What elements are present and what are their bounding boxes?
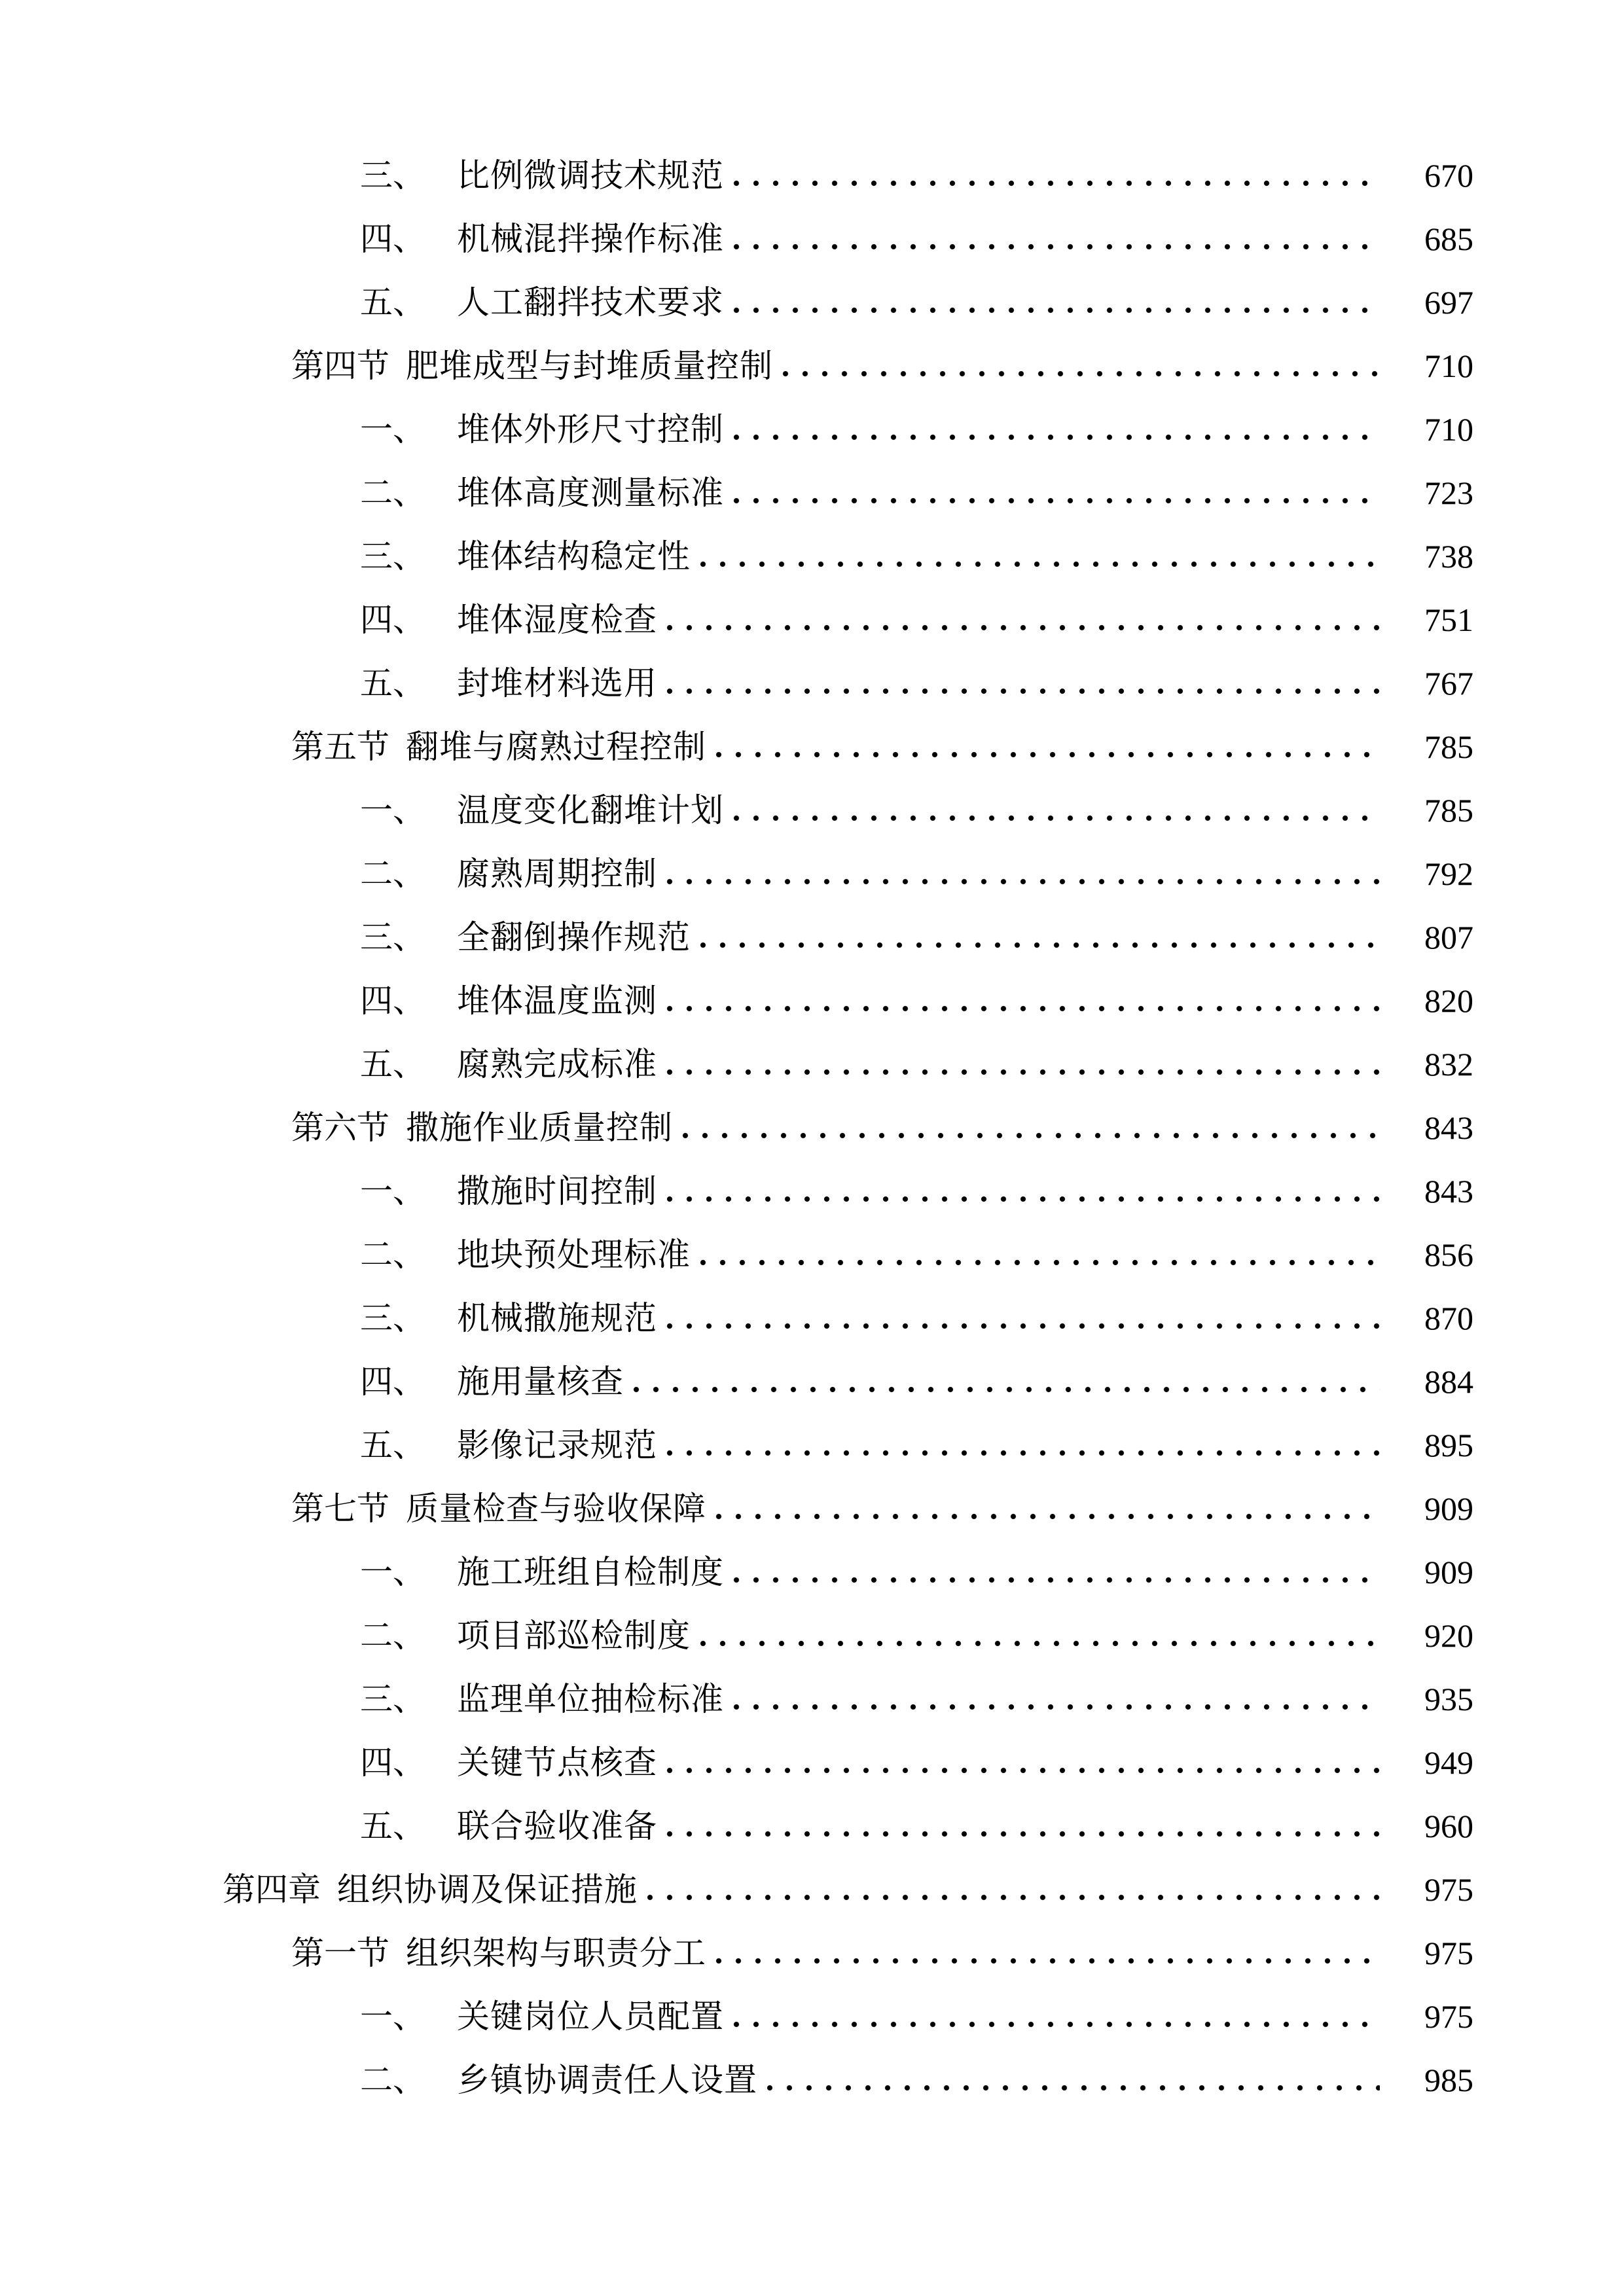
toc-entry [0,588,1624,652]
toc-entry-number: 第一节 [291,1935,389,1971]
toc-entry [0,1795,1624,1858]
toc-entry-number: 四、 [360,1744,425,1781]
toc-entry-number: 五、 [360,1808,425,1844]
toc-entry-page: 670 [1424,157,1473,194]
dot-leader [666,1004,1380,1012]
dot-leader [733,306,1380,314]
toc-entry-title: 关键岗位人员配置 [457,1998,724,2035]
toc-entry-number: 四、 [360,601,425,638]
toc-entry-title: 全翻倒操作规范 [457,919,691,956]
toc-entry-title: 肥堆成型与封堆质量控制 [406,348,773,384]
toc-entry-title: 机械混拌操作标准 [457,221,724,257]
toc-entry-page: 807 [1424,919,1473,956]
toc-entry-page: 751 [1424,601,1473,638]
dot-leader [666,687,1380,694]
dot-leader [733,1575,1380,1583]
toc-entry [0,1350,1624,1414]
dot-leader [666,877,1380,885]
toc-entry-page: 975 [1424,1871,1473,1908]
toc-entry-page: 949 [1424,1744,1473,1781]
dot-leader [715,1956,1380,1964]
dot-leader [666,1448,1380,1456]
toc-entry-title: 施工班组自检制度 [457,1554,724,1590]
dot-leader [700,1639,1380,1647]
toc-entry-number: 三、 [360,538,425,575]
toc-entry-number: 二、 [360,1236,425,1273]
toc-entry [0,842,1624,906]
toc-entry-page: 723 [1424,475,1473,511]
dot-leader [733,1702,1380,1710]
dot-leader [733,496,1380,504]
toc-entry-page: 843 [1424,1109,1473,1146]
dot-leader [733,2020,1380,2028]
toc-entry-page: 856 [1424,1236,1473,1273]
toc-entry-page: 935 [1424,1681,1473,1717]
toc-entry-page: 920 [1424,1617,1473,1654]
dot-leader [700,941,1380,948]
dot-leader [682,1131,1380,1139]
toc-entry [0,779,1624,842]
toc-entry-title: 堆体结构稳定性 [457,538,691,575]
toc-entry-number: 二、 [360,1617,425,1654]
toc-entry-title: 撒施时间控制 [457,1173,657,1210]
dot-leader [666,623,1380,631]
toc-entry-title: 联合验收准备 [457,1808,657,1844]
dot-leader [633,1385,1380,1393]
toc-entry-title: 质量检查与验收保障 [406,1490,706,1527]
dot-leader [715,750,1380,758]
toc-entry-title: 影像记录规范 [457,1427,657,1463]
toc-entry-number: 五、 [360,1046,425,1083]
toc-entry-page: 909 [1424,1554,1473,1590]
toc-entry-number: 一、 [360,1173,425,1210]
toc-entry-number: 四、 [360,982,425,1019]
table-of-contents [0,144,1624,2112]
dot-leader [647,1893,1380,1901]
toc-entry-number: 一、 [360,792,425,829]
toc-entry [0,1668,1624,1731]
toc-entry-title: 地块预处理标准 [457,1236,691,1273]
toc-entry-page: 975 [1424,1935,1473,1971]
toc-entry-number: 第七节 [291,1490,389,1527]
toc-entry-number: 三、 [360,1681,425,1717]
dot-leader [782,369,1380,377]
toc-entry [0,398,1624,461]
toc-entry [0,461,1624,525]
toc-entry [0,969,1624,1033]
toc-entry [0,1985,1624,2049]
toc-entry-page: 960 [1424,1808,1473,1844]
dot-leader [666,1829,1380,1837]
dot-leader [733,814,1380,821]
toc-entry-title: 施用量核查 [457,1363,624,1400]
toc-entry-page: 785 [1424,792,1473,829]
toc-entry-title: 乡镇协调责任人设置 [457,2062,757,2098]
toc-entry [0,1033,1624,1096]
toc-entry-page: 975 [1424,1998,1473,2035]
toc-entry [0,1731,1624,1795]
toc-entry [0,1477,1624,1541]
toc-entry-title: 堆体温度监测 [457,982,657,1019]
dot-leader [733,242,1380,250]
toc-entry [0,1287,1624,1350]
toc-entry [0,906,1624,969]
toc-entry-number: 二、 [360,2062,425,2098]
dot-leader [666,1194,1380,1202]
toc-entry-title: 腐熟完成标准 [457,1046,657,1083]
toc-entry-number: 三、 [360,919,425,956]
toc-entry-title: 组织架构与职责分工 [406,1935,706,1971]
toc-entry-title: 堆体外形尺寸控制 [457,411,724,448]
toc-entry-title: 翻堆与腐熟过程控制 [406,728,706,765]
toc-entry [0,207,1624,271]
toc-entry-number: 三、 [360,1300,425,1336]
toc-entry-number: 一、 [360,1998,425,2035]
toc-entry-page: 820 [1424,982,1473,1019]
toc-entry-number: 四、 [360,221,425,257]
toc-entry [0,525,1624,588]
dot-leader [666,1067,1380,1075]
toc-entry-title: 组织协调及保证措施 [337,1871,638,1908]
toc-entry-number: 一、 [360,411,425,448]
toc-entry-number: 第五节 [291,728,389,765]
toc-entry [0,1922,1624,1985]
toc-entry-title: 关键节点核查 [457,1744,657,1781]
toc-entry-title: 堆体高度测量标准 [457,475,724,511]
toc-entry-title: 温度变化翻堆计划 [457,792,724,829]
toc-entry-page: 832 [1424,1046,1473,1083]
toc-entry [0,144,1624,207]
toc-entry-number: 一、 [360,1554,425,1590]
toc-entry-page: 710 [1424,411,1473,448]
toc-entry-title: 监理单位抽检标准 [457,1681,724,1717]
toc-entry [0,1604,1624,1668]
toc-entry-title: 堆体湿度检查 [457,601,657,638]
toc-entry [0,1541,1624,1604]
toc-entry [0,1096,1624,1160]
toc-entry-page: 738 [1424,538,1473,575]
toc-entry [0,2049,1624,2112]
toc-entry-page: 767 [1424,665,1473,702]
toc-entry [0,271,1624,334]
toc-entry-number: 五、 [360,284,425,321]
toc-entry-page: 884 [1424,1363,1473,1400]
toc-entry-page: 870 [1424,1300,1473,1336]
toc-entry-page: 697 [1424,284,1473,321]
toc-entry-title: 比例微调技术规范 [457,157,724,194]
toc-entry-title: 项目部巡检制度 [457,1617,691,1654]
toc-entry [0,715,1624,779]
toc-entry-title: 机械撒施规范 [457,1300,657,1336]
toc-entry [0,1414,1624,1477]
dot-leader [700,560,1380,567]
toc-entry-number: 四、 [360,1363,425,1400]
toc-entry-page: 792 [1424,855,1473,892]
toc-entry-page: 785 [1424,728,1473,765]
toc-entry-number: 第四节 [291,348,389,384]
toc-entry-page: 685 [1424,221,1473,257]
dot-leader [733,433,1380,440]
toc-entry-page: 843 [1424,1173,1473,1210]
dot-leader [767,2083,1380,2091]
toc-entry-page: 985 [1424,2062,1473,2098]
toc-entry-number: 五、 [360,665,425,702]
toc-entry-page: 895 [1424,1427,1473,1463]
dot-leader [666,1766,1380,1774]
dot-leader [715,1512,1380,1520]
toc-entry [0,652,1624,715]
toc-entry [0,1160,1624,1223]
dot-leader [733,179,1380,187]
dot-leader [700,1258,1380,1266]
toc-entry-page: 909 [1424,1490,1473,1527]
toc-entry-number: 二、 [360,855,425,892]
toc-entry-page: 710 [1424,348,1473,384]
toc-entry-number: 第四章 [223,1871,321,1908]
toc-entry-number: 三、 [360,157,425,194]
toc-entry-number: 五、 [360,1427,425,1463]
toc-entry-title: 人工翻拌技术要求 [457,284,724,321]
toc-entry-number: 第六节 [291,1109,389,1146]
toc-entry-number: 二、 [360,475,425,511]
toc-entry [0,334,1624,398]
dot-leader [666,1321,1380,1329]
toc-entry-title: 腐熟周期控制 [457,855,657,892]
toc-entry [0,1223,1624,1287]
toc-entry-title: 撒施作业质量控制 [406,1109,673,1146]
toc-entry-title: 封堆材料选用 [457,665,657,702]
toc-entry [0,1858,1624,1922]
